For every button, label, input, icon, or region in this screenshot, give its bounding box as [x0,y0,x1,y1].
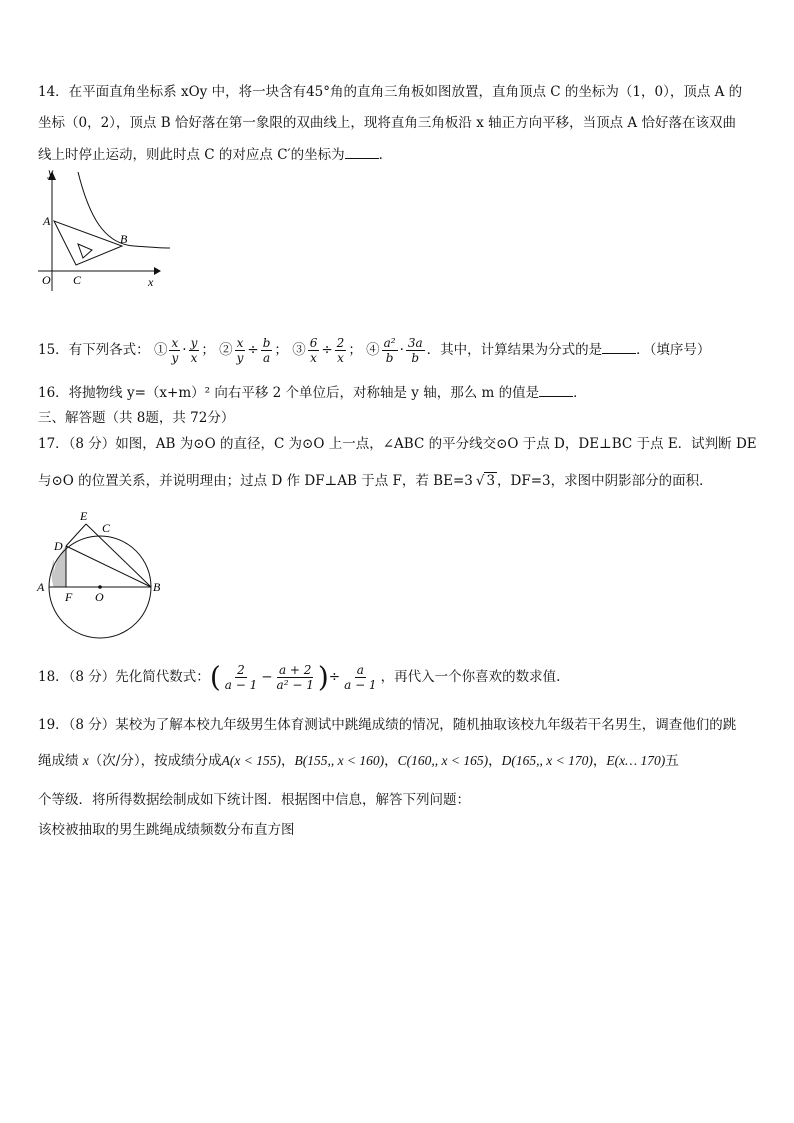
q17-figure [34,506,169,641]
x-axis-label: x [148,275,154,289]
q14-figure [34,166,174,296]
variable-x: x [82,753,89,768]
x-axis-arrow [154,267,161,275]
operator: · [399,342,404,358]
fraction: $\frac{x}{y}$ [236,336,244,365]
segment-eb [86,524,151,587]
q14-line-1: 14．在平面直角坐标系 xOy 中，将一块含有45°角的直角三角板如图放置，直角顶点 C 的坐标为（1，0），顶点 A 的 [38,84,743,100]
q18-lead: 18．（8 分）先化简代数式： [38,669,210,685]
q15-lead: 15．有下列各式： [38,342,150,358]
marker-1: ① [153,342,168,358]
q14-line-2: 坐标（0，2），顶点 B 恰好落在第一象限的双曲线上，现将直角三角板沿 x 轴正方向平移，当顶点 A 恰好落在该双曲 [38,115,736,131]
answer-blank [345,144,379,159]
section-heading: 三、解答题（共 8题，共 72分） [38,410,235,426]
q14-line-3 [38,144,392,165]
point-a-label: A [43,214,51,228]
triangle-abc [54,221,122,265]
q16-end: ． [573,385,587,401]
center-point [98,585,102,589]
segment-db [66,546,151,587]
q17-line-2b: ，DF=3，求图中阴影部分的面积． [497,473,713,489]
operator: ÷ [247,342,259,358]
operator: · [182,342,187,358]
q17-line-1: 17．（8 分）如图，AB 为⊙O 的直径，C 为⊙O 上一点，∠ABC 的平分线交⊙O 于点 D，DE⊥BC 于点 E．试判断 DE [38,436,757,452]
inner-triangle-hole [78,244,92,258]
q17-line-2 [38,471,713,491]
q19-line-1: 19．（8 分）某校为了解本校九年级男生体育测试中跳绳成绩的情况，随机抽取该校九年级若干名男生，调查他们的跳 [38,717,737,733]
category-d: D(165,, x < 170) [501,753,593,768]
point-f-label: F [65,590,73,604]
q19-line-2-end: 五 [665,753,679,769]
operator: − [261,669,273,685]
q19-line-2a: 绳成绩 [38,753,79,769]
q15-end: ．（填序号） [636,342,711,358]
category-e: E(x… 170) [606,753,666,768]
point-o-label: O [95,590,104,604]
q19-unit: （次/分），按成绩分成 [88,753,222,769]
q15-tail: ．其中，计算结果为分式的是 [426,342,603,358]
point-c-label: C [73,273,82,287]
answer-blank [539,382,573,397]
point-a-label: A [37,580,45,594]
operator: ÷ [321,342,333,358]
fraction: $\frac{2}{x}$ [336,336,345,365]
fraction: $\frac{\text{a²}}{b}$ [383,336,396,365]
fraction: $\frac{2}{a - 1}$ [224,663,258,692]
q19-line-2: 绳成绩 x（次/分），按成绩分成A(x < 155)，B(155,, x < 160)，C(160,, x < 165)，D(165,, x < 170)，E(x… 170)五 [38,753,679,769]
point-e-label: E [80,509,88,523]
q16-text: 16．将抛物线 y=（x+m）² 向右平移 2 个单位后，对称轴是 y 轴，那么 m 的值是 [38,385,540,401]
q19-line-3: 个等级．将所得数据绘制成如下统计图．根据图中信息，解答下列问题： [38,792,470,808]
point-d-label: D [54,539,63,553]
q17-line-2a: 与⊙O 的位置关系，并说明理由；过点 D 作 DF⊥AB 于点 F，若 BE=3 [38,473,473,489]
point-b-label: B [153,580,161,594]
category-c: C(160,, x < 165) [397,753,489,768]
q15-line: 15．有下列各式： ① $\frac{x}{y}$ · $\frac{y}{x}$ ； ② $\frac{x}{y}$ ÷ $\frac{b}{a}$ ； ③ $\frac{6}{x}$ ÷ $\frac{2}{x}$ ； ④ $\frac{\text{a²}}{b}$ · $\frac{3a}{b}$ ．其中，计算结果为分式的是 ．（填序号） [38,336,711,365]
fraction: $\frac{a}{a - 1}$ [344,663,377,692]
fraction: $\frac{x}{y}$ [171,336,179,365]
q16-line [38,382,587,403]
fraction: $\frac{3a}{b}$ [407,336,423,365]
fraction: $\frac{a + 2}{\text{a² − 1}}$ [276,663,314,692]
q14-end: ． [378,147,393,163]
category-b: B(155,, x < 160) [294,753,385,768]
point-c-label: C [102,521,111,535]
fraction: $\frac{6}{x}$ [309,336,318,365]
point-b-label: B [120,232,128,246]
q19-line-4: 该校被抽取的男生跳绳成绩频数分布直方图 [38,822,295,838]
marker-2: ② [219,342,233,358]
paren-close: ) [317,660,329,694]
operator: ÷ [328,669,341,685]
q18-line [38,660,560,694]
paren-open: ( [209,660,221,694]
marker-3: ③ [292,342,306,358]
y-axis-label: y [48,166,54,179]
origin-label: O [42,273,51,287]
marker-4: ④ [366,342,380,358]
fraction: $\frac{b}{a}$ [262,336,271,365]
q18-tail: ，再代入一个你喜欢的数求值. [380,669,561,685]
fraction: $\frac{y}{x}$ [190,336,198,365]
sqrt-expression: √ 3 [475,473,496,489]
answer-blank [602,339,636,354]
q14-line-3-text: 线上时停止运动，则此时点 C 的对应点 C′的坐标为 [38,147,345,163]
category-a: A(x < 155) [221,753,281,768]
segment-de [66,524,86,546]
